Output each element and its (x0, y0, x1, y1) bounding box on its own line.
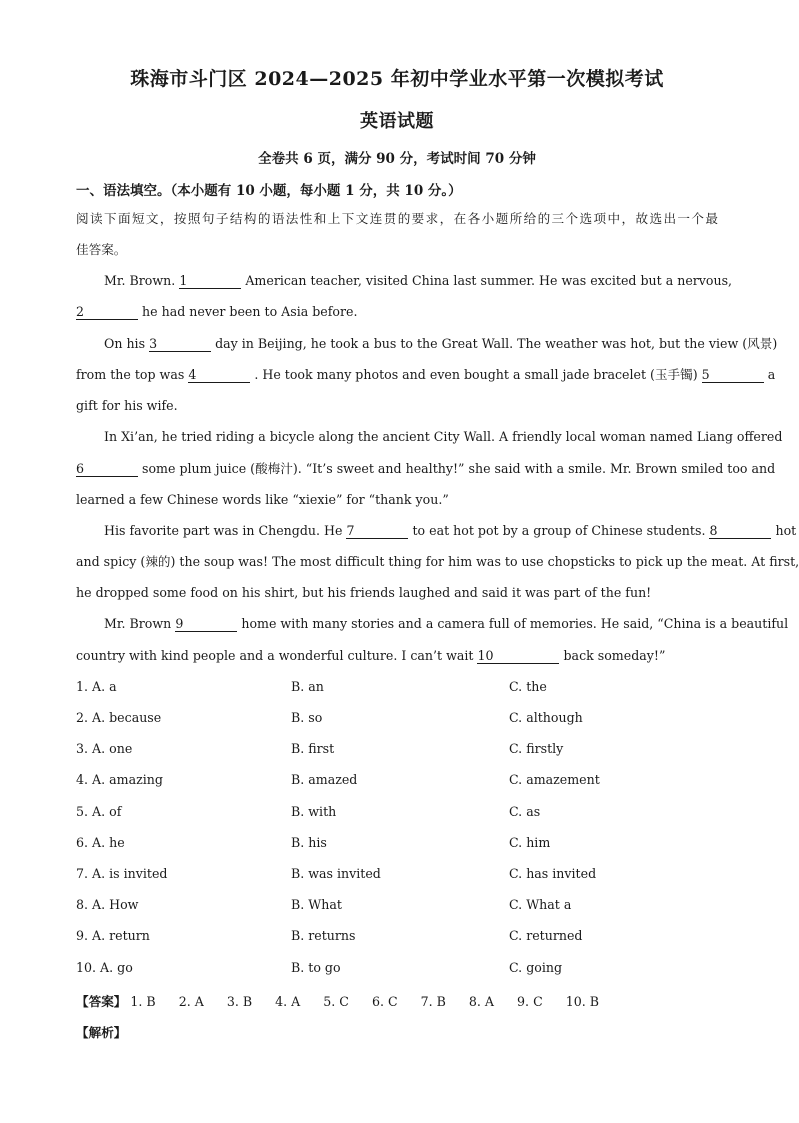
option-row (76, 741, 718, 757)
option-a: 2. A. because (76, 710, 162, 725)
option-c: C. What a (509, 897, 572, 912)
passage-line (104, 336, 778, 352)
answer-item: 8. A (468, 994, 495, 1009)
option-b: B. with (291, 804, 337, 819)
answer-item: 5. C (323, 994, 349, 1009)
passage-line (76, 304, 718, 320)
answer-item: 10. B (565, 994, 600, 1009)
option-c: C. as (509, 804, 541, 819)
blank-1: 1 (179, 274, 241, 289)
passage-text: to eat hot pot by a group of Chinese students. (412, 523, 706, 538)
answer-item: 9. C (517, 994, 543, 1009)
option-row (76, 804, 718, 820)
exam-subtitle: 英语试题 (360, 111, 434, 132)
option-row (76, 866, 718, 882)
blank-4: 4 (188, 368, 250, 383)
option-b: B. an (291, 679, 324, 694)
passage-text: a (767, 367, 776, 382)
passage-text: Mr. Brown. (104, 273, 176, 288)
passage-text: On his (104, 336, 146, 351)
option-row (76, 772, 718, 788)
blank-7: 7 (346, 524, 408, 539)
option-c: C. amazement (509, 772, 600, 787)
option-a: 8. A. How (76, 897, 139, 912)
option-a: 5. A. of (76, 804, 122, 819)
passage-text: from the top was (76, 367, 185, 382)
passage-line: learned a few Chinese words like “xiexie” for “thank you.” (76, 492, 449, 507)
option-b: B. What (291, 897, 342, 912)
instruction-line-2: 佳答案。 (76, 242, 127, 257)
blank-9: 9 (175, 617, 237, 632)
answer-item: 7. B (420, 994, 446, 1009)
passage-line (76, 367, 776, 383)
blank-3: 3 (149, 337, 211, 352)
option-b: B. his (291, 835, 327, 850)
passage-line (104, 273, 733, 289)
option-a: 3. A. one (76, 741, 133, 756)
passage-line: he dropped some food on his shirt, but his friends laughed and said it was part of the fun! (76, 585, 652, 600)
option-c: C. him (509, 835, 551, 850)
passage-line: In Xi’an, he tried riding a bicycle along the ancient City Wall. A friendly local woman named Liang offered (104, 429, 783, 444)
passage-text: day in Beijing, he took a bus to the Great Wall. The weather was hot, but the view (风景) (215, 336, 778, 351)
option-b: B. so (291, 710, 323, 725)
blank-8: 8 (709, 524, 771, 539)
section-heading: 一、语法填空。（本小题有 10 小题，每小题 1 分，共 10 分。） (76, 183, 462, 199)
passage-text: home with many stories and a camera full of memories. He said, “China is a beautiful (241, 616, 789, 631)
blank-6: 6 (76, 462, 138, 477)
option-c: C. going (509, 960, 563, 975)
option-b: B. was invited (291, 866, 381, 881)
option-a: 4. A. amazing (76, 772, 163, 787)
passage-text: . He took many photos and even bought a small jade bracelet (玉手镯) (254, 367, 698, 382)
option-row (76, 897, 718, 913)
instruction-line-1: 阅读下面短文，按照句子结构的语法性和上下文连贯的要求，在各小题所给的三个选项中，故选出一个最 (76, 211, 718, 226)
passage-line (76, 648, 718, 664)
option-c: C. the (509, 679, 547, 694)
passage-line (104, 616, 789, 632)
option-b: B. amazed (291, 772, 358, 787)
passage-line (76, 461, 776, 477)
answer-item: 6. C (371, 994, 398, 1009)
option-c: C. firstly (509, 741, 564, 756)
exam-title: 珠海市斗门区 2024—2025 年初中学业水平第一次模拟考试 (130, 68, 664, 90)
passage-text: some plum juice (酸梅汁). “It’s sweet and healthy!” she said with a smile. Mr. Brown smiled too and (142, 461, 776, 476)
answer-label: 【答案】 (76, 994, 127, 1009)
answer-item: 2. A (178, 994, 204, 1009)
option-a: 6. A. he (76, 835, 125, 850)
exam-info: 全卷共 6 页，满分 90 分，考试时间 70 分钟 (258, 151, 536, 167)
option-a: 7. A. is invited (76, 866, 168, 881)
option-row (76, 679, 718, 695)
blank-5: 5 (702, 368, 764, 383)
passage-text: back someday!” (563, 648, 666, 663)
option-a: 9. A. return (76, 928, 150, 943)
passage-text: country with kind people and a wonderful culture. I can’t wait (76, 648, 474, 663)
blank-10: 10 (477, 649, 559, 664)
passage-text: he had never been to Asia before. (142, 304, 358, 319)
blank-2: 2 (76, 305, 138, 320)
answer-item: 3. B (226, 994, 253, 1009)
option-b: B. returns (291, 928, 356, 943)
answer-item: 1. B (130, 994, 156, 1009)
option-b: B. first (291, 741, 335, 756)
option-c: C. returned (509, 928, 583, 943)
passage-text: hot (775, 523, 797, 538)
passage-line: gift for his wife. (76, 398, 178, 413)
option-row (76, 928, 718, 944)
option-row (76, 835, 718, 851)
passage-line (104, 523, 797, 539)
passage-text: Mr. Brown (104, 616, 172, 631)
option-a: 1. A. a (76, 679, 117, 694)
option-c: C. has invited (509, 866, 597, 881)
passage-text: American teacher, visited China last summer. He was excited but a nervous, (245, 273, 733, 288)
analysis-label: 【解析】 (76, 1025, 127, 1040)
passage-line: and spicy (辣的) the soup was! The most difficult thing for him was to use chopsticks to pick up the meat. At first, (76, 554, 799, 569)
answer-item: 4. A (275, 994, 301, 1009)
option-a: 10. A. go (76, 960, 133, 975)
option-c: C. although (509, 710, 583, 725)
option-row (76, 960, 718, 976)
option-row (76, 710, 718, 726)
passage-text: His favorite part was in Chengdu. He (104, 523, 343, 538)
option-b: B. to go (291, 960, 341, 975)
answer-key (76, 991, 618, 1010)
